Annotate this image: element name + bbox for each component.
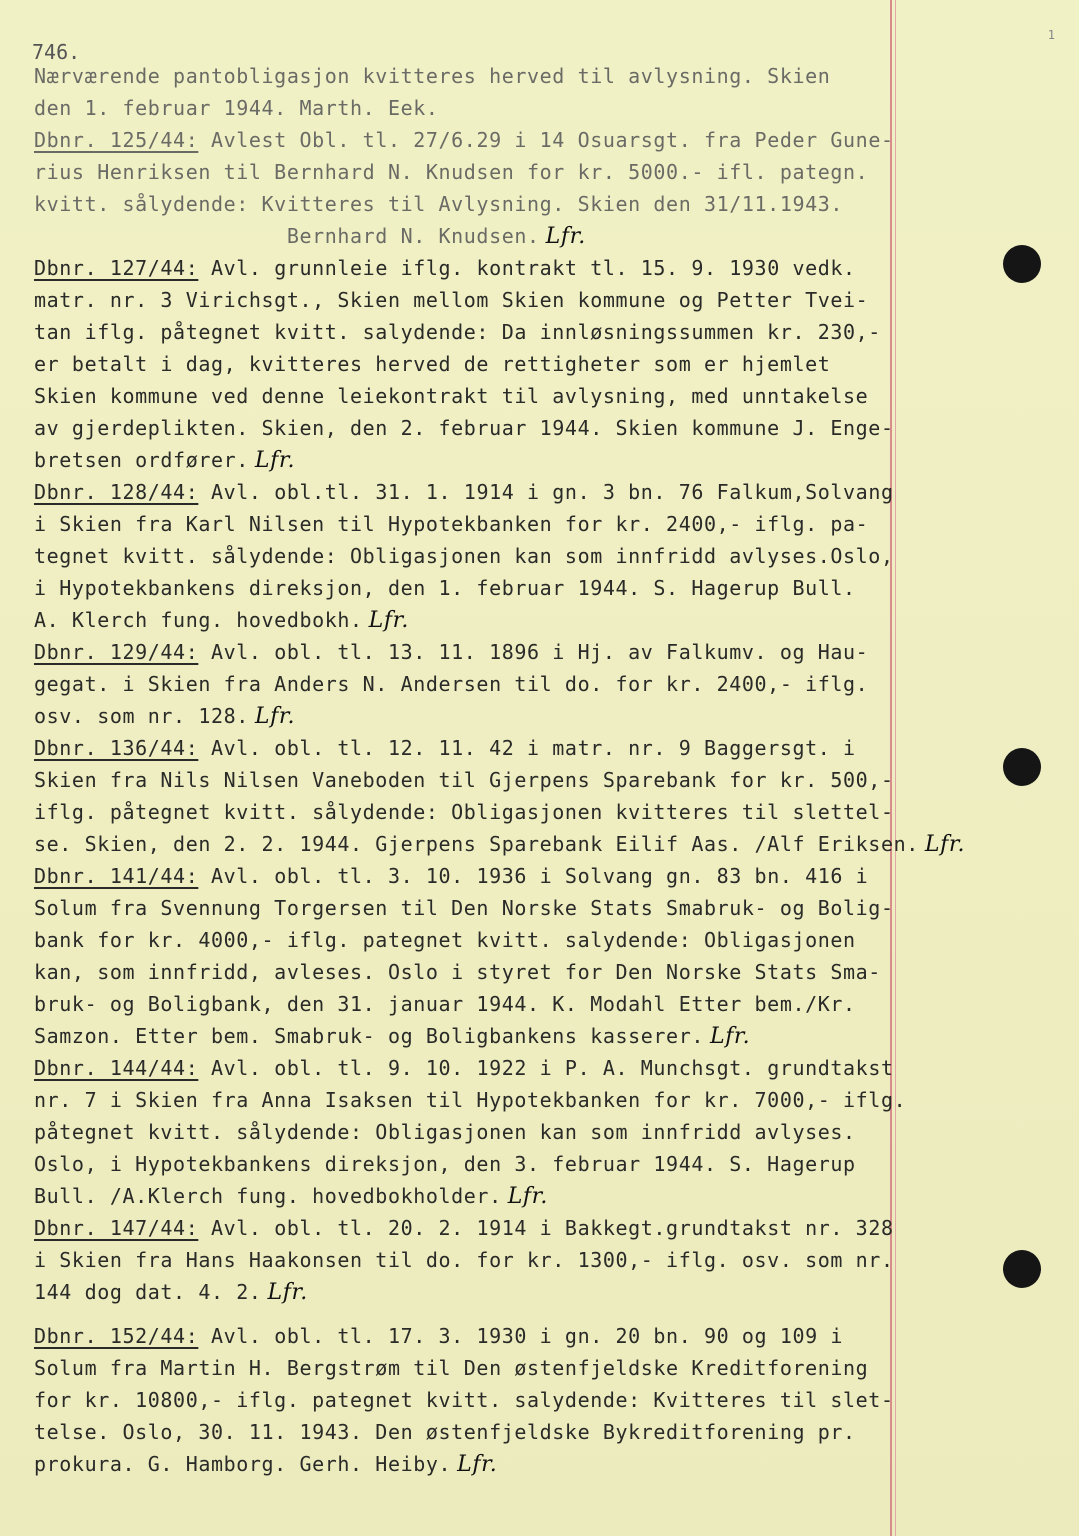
line-text: for kr. 10800,- iflg. pategnet kvitt. salydende: Kvitteres til slet- xyxy=(34,1388,894,1412)
dbnr-reference: Dbnr. 128/44: xyxy=(34,480,199,504)
line-text: matr. nr. 3 Virichsgt., Skien mellom Skien kommune og Petter Tvei- xyxy=(34,288,869,312)
entry-header-line xyxy=(34,482,894,502)
text-line xyxy=(34,770,894,790)
corner-mark: 1 xyxy=(1047,28,1055,42)
handwritten-initials: Lfr. xyxy=(924,832,966,857)
line-text: Bull. /A.Klerch fung. hovedbokholder. xyxy=(34,1184,502,1208)
line-text: Skien kommune ved denne leiekontrakt til avlysning, med unntakelse xyxy=(34,384,869,408)
text-line xyxy=(34,1026,750,1048)
line-text: tan iflg. påtegnet kvitt. salydende: Da innløsningssummen kr. 230,- xyxy=(34,320,881,344)
entry-header-line xyxy=(34,258,856,278)
line-text: 144 dog dat. 4. 2. xyxy=(34,1280,262,1304)
text-line xyxy=(34,1422,856,1442)
text-line xyxy=(34,802,894,822)
entry-header-line xyxy=(34,642,868,662)
line-text: telse. Oslo, 30. 11. 1943. Den østenfjeldske Bykreditforening pr. xyxy=(34,1420,856,1444)
handwritten-initials: Lfr. xyxy=(709,1024,751,1049)
text-line xyxy=(34,354,830,374)
handwritten-initials: Lfr. xyxy=(368,608,409,633)
text-line xyxy=(34,546,894,566)
handwritten-initials: Lfr. xyxy=(254,704,296,729)
page-number: 746. xyxy=(32,40,81,64)
line-text: nr. 7 i Skien fra Anna Isaksen til Hypotekbanken for kr. 7000,- iflg. xyxy=(34,1088,907,1112)
line-text: Samzon. Etter bem. Smabruk- og Boligbankens kasserer. xyxy=(34,1024,704,1048)
line-text: bruk- og Boligbank, den 31. januar 1944. K. Modahl Etter bem./Kr. xyxy=(34,992,856,1016)
entry-header-line xyxy=(34,1326,843,1346)
dbnr-reference: Dbnr. 152/44: xyxy=(34,1324,199,1348)
handwritten-initials: Lfr. xyxy=(267,1280,308,1305)
text-line xyxy=(34,898,894,918)
text-line xyxy=(34,1358,868,1378)
punch-hole-bottom xyxy=(1003,1250,1041,1288)
text-line xyxy=(34,1122,856,1142)
line-text: Avl. obl. tl. 12. 11. 42 i matr. nr. 9 Baggersgt. i xyxy=(198,736,856,760)
dbnr-reference: Dbnr. 141/44: xyxy=(34,864,199,888)
line-text: i Skien fra Hans Haakonsen til do. for kr. 1300,- iflg. osv. som nr. xyxy=(34,1248,894,1272)
entry-header-line xyxy=(34,130,894,150)
dbnr-reference: Dbnr. 129/44: xyxy=(34,640,199,664)
text-line xyxy=(34,194,843,214)
line-text: Avlest Obl. tl. 27/6.29 i 14 Osuarsgt. fra Peder Gune- xyxy=(198,128,894,152)
text-line xyxy=(34,1390,894,1410)
line-text: iflg. påtegnet kvitt. sålydende: Obligasjonen kvitteres til slettel- xyxy=(34,800,894,824)
line-text: Skien fra Nils Nilsen Vaneboden til Gjerpens Sparebank for kr. 500,- xyxy=(34,768,894,792)
line-text: bank for kr. 4000,- iflg. pategnet kvitt. salydende: Obligasjonen xyxy=(34,928,856,952)
punch-hole-middle xyxy=(1003,748,1041,786)
dbnr-reference: Dbnr. 144/44: xyxy=(34,1056,199,1080)
text-line xyxy=(34,66,830,86)
text-line xyxy=(34,994,856,1014)
text-line xyxy=(34,1282,308,1304)
line-text: Avl. obl. tl. 3. 10. 1936 i Solvang gn. 83 bn. 416 i xyxy=(198,864,869,888)
handwritten-initials: Lfr. xyxy=(457,1452,498,1477)
text-line xyxy=(34,1154,856,1174)
line-text: kvitt. sålydende: Kvitteres til Avlysning. Skien den 31/11.1943. xyxy=(34,192,844,216)
text-line xyxy=(34,1186,548,1208)
entry-header-line xyxy=(34,866,868,886)
text-line xyxy=(34,226,586,248)
handwritten-initials: Lfr. xyxy=(507,1184,548,1209)
dbnr-reference: Dbnr. 136/44: xyxy=(34,736,199,760)
text-line xyxy=(34,962,881,982)
dbnr-reference: Dbnr. 147/44: xyxy=(34,1216,199,1240)
line-text: Avl. obl. tl. 20. 2. 1914 i Bakkegt.grundtakst nr. 328 xyxy=(198,1216,894,1240)
text-line xyxy=(34,578,856,598)
text-line xyxy=(34,290,868,310)
dbnr-reference: Dbnr. 127/44: xyxy=(34,256,199,280)
text-line xyxy=(34,834,965,856)
handwritten-initials: Lfr. xyxy=(254,448,296,473)
line-text: Bernhard N. Knudsen. xyxy=(34,224,540,248)
entry-header-line xyxy=(34,738,856,758)
line-text: osv. som nr. 128. xyxy=(34,704,249,728)
line-text: Nærværende pantobligasjon kvitteres herved til avlysning. Skien xyxy=(34,64,831,88)
line-text: i Hypotekbankens direksjon, den 1. februar 1944. S. Hagerup Bull. xyxy=(34,576,856,600)
punch-hole-top xyxy=(1003,245,1041,283)
line-text: Solum fra Martin H. Bergstrøm til Den østenfjeldske Kreditforening xyxy=(34,1356,869,1380)
line-text: prokura. G. Hamborg. Gerh. Heiby. xyxy=(34,1452,452,1476)
text-line xyxy=(34,1090,906,1110)
text-line xyxy=(34,322,881,342)
line-text: Avl. obl. tl. 9. 10. 1922 i P. A. Munchsgt. grundtakst xyxy=(198,1056,894,1080)
entry-header-line xyxy=(34,1218,894,1238)
dbnr-reference: Dbnr. 125/44: xyxy=(34,128,199,152)
text-line xyxy=(34,610,409,632)
line-text: se. Skien, den 2. 2. 1944. Gjerpens Sparebank Eilif Aas. /Alf Eriksen. xyxy=(34,832,919,856)
line-text: Avl. obl. tl. 17. 3. 1930 i gn. 20 bn. 90 og 109 i xyxy=(198,1324,844,1348)
line-text: Avl. grunnleie iflg. kontrakt tl. 15. 9. 1930 vedk. xyxy=(198,256,856,280)
line-text: Avl. obl. tl. 13. 11. 1896 i Hj. av Falkumv. og Hau- xyxy=(198,640,869,664)
text-line xyxy=(34,418,894,438)
line-text: rius Henriksen til Bernhard N. Knudsen for kr. 5000.- ifl. pategn. xyxy=(34,160,869,184)
line-text: kan, som innfridd, avleses. Oslo i styret for Den Norske Stats Sma- xyxy=(34,960,881,984)
line-text: tegnet kvitt. sålydende: Obligasjonen kan som innfridd avlyses.Oslo, xyxy=(34,544,894,568)
line-text: den 1. februar 1944. Marth. Eek. xyxy=(34,96,439,120)
line-text: i Skien fra Karl Nilsen til Hypotekbanken for kr. 2400,- iflg. pa- xyxy=(34,512,869,536)
line-text: av gjerdeplikten. Skien, den 2. februar 1944. Skien kommune J. Enge- xyxy=(34,416,894,440)
text-line xyxy=(34,930,856,950)
line-text: Oslo, i Hypotekbankens direksjon, den 3. februar 1944. S. Hagerup xyxy=(34,1152,856,1176)
line-text: Solum fra Svennung Torgersen til Den Norske Stats Smabruk- og Bolig- xyxy=(34,896,894,920)
line-text: A. Klerch fung. hovedbokh. xyxy=(34,608,363,632)
entry-header-line xyxy=(34,1058,894,1078)
handwritten-initials: Lfr. xyxy=(545,224,586,249)
line-text: er betalt i dag, kvitteres herved de rettigheter som er hjemlet xyxy=(34,352,831,376)
line-text: påtegnet kvitt. sålydende: Obligasjonen kan som innfridd avlyses. xyxy=(34,1120,856,1144)
text-line xyxy=(34,1250,894,1270)
text-line xyxy=(34,162,868,182)
margin-rule-inner xyxy=(895,0,896,1536)
text-line xyxy=(34,98,439,118)
text-line xyxy=(34,674,868,694)
text-line xyxy=(34,1454,497,1476)
text-line xyxy=(34,706,295,728)
line-text: gegat. i Skien fra Anders N. Andersen til do. for kr. 2400,- iflg. xyxy=(34,672,869,696)
text-line xyxy=(34,386,868,406)
line-text: bretsen ordfører. xyxy=(34,448,249,472)
line-text: Avl. obl.tl. 31. 1. 1914 i gn. 3 bn. 76 Falkum,Solvang xyxy=(198,480,894,504)
text-line xyxy=(34,514,868,534)
text-line xyxy=(34,450,295,472)
